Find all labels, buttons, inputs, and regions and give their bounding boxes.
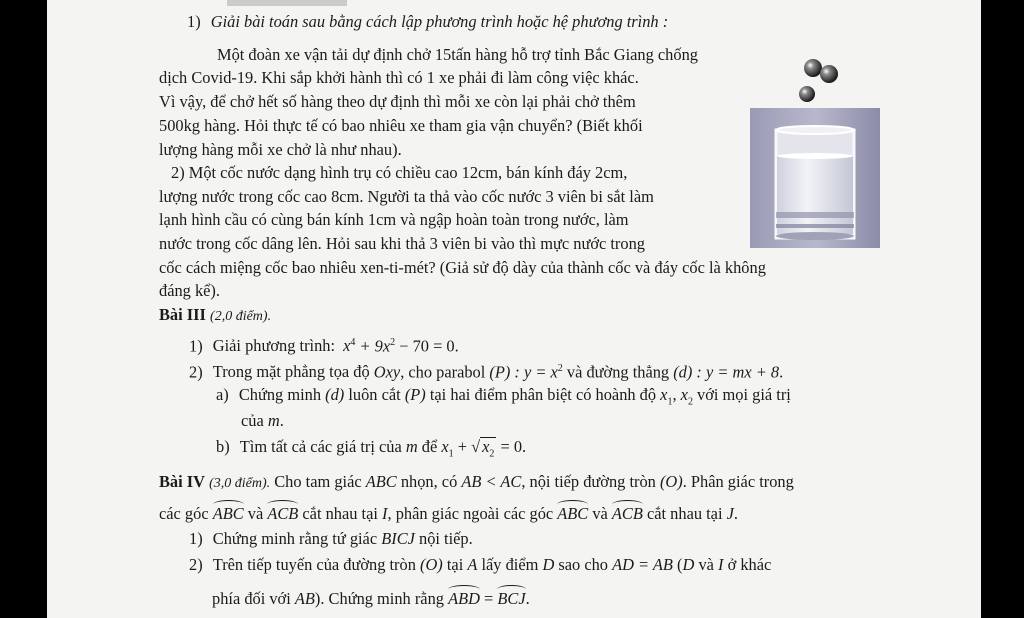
problem-2-line-2: lượng nước trong cốc cao 8cm. Người ta thả vào cốc nước 3 viên bi sắt làm: [159, 187, 654, 206]
cut-off-header: [227, 0, 347, 6]
problem-2-line-1: 2) Một cốc nước dạng hình trụ có chiều cao 12cm, bán kính đáy 2cm,: [171, 163, 628, 182]
water-glass-illustration: [750, 108, 880, 248]
problem-1-line-3: Vì vậy, để chở hết số hàng theo dự định thì mỗi xe còn lại phải chở thêm: [159, 92, 636, 111]
bai-3-question-2: 2) Trong mặt phẳng tọa độ Oxy, cho parabol (P) : $y = x^2$ và đường thẳng (d) : y = mx + 8.: [189, 362, 784, 382]
bai-4-question-2: 2) Trên tiếp tuyến của đường tròn (O) tại A lấy điểm D sao cho AD = AB (D và I ở khác: [189, 555, 772, 574]
problem-1-line-5: lượng hàng mỗi xe chở là như nhau).: [159, 140, 402, 159]
bai-3-question-1: 1) Giải phương trình: $x^4 + 9x^2 - 70 = 0$.: [189, 336, 459, 356]
problem-2-line-3: lạnh hình cầu có cùng bán kính 1cm và ngập hoàn toàn trong nước, làm: [159, 210, 629, 229]
bai-4-question-1: 1) Chứng minh rằng tứ giác BICJ nội tiếp.: [189, 529, 473, 548]
bai-3-question-2a: a) Chứng minh (d) luôn cắt (P) tại hai điểm phân biệt có hoành độ $x_1$, $x_2$ với mọi giá trị: [216, 385, 791, 408]
exam-page: [47, 0, 981, 618]
iron-balls-illustration: [795, 56, 845, 108]
problem-2-line-5: cốc cách miệng cốc bao nhiêu xen-ti-mét? (Giả sử độ dày của thành cốc và đáy cốc là không: [159, 258, 766, 277]
bai-4-intro-line-2: các góc ABC và ACB cắt nhau tại I, phân giác ngoài các góc ABC và ACB cắt nhau tại J.: [159, 500, 738, 524]
sqrt-radicand: $x_2$: [480, 437, 496, 463]
problem-1-line-2: dịch Covid-19. Khi sắp khởi hành thì có 1 xe phải đi làm công việc khác.: [159, 68, 639, 87]
bai-4-intro: Bài IV (3,0 điểm). Cho tam giác ABC nhọn, có AB < AC, nội tiếp đường tròn (O). Phân giác trong: [159, 472, 794, 491]
sqrt-symbol: √: [471, 437, 481, 456]
problem-1-line-4: 500kg hàng. Hỏi thực tế có bao nhiêu xe tham gia vận chuyển? (Biết khối: [159, 116, 643, 135]
problem-2-line-6: đáng kể).: [159, 281, 220, 300]
problem-1-heading: 1) Giải bài toán sau bằng cách lập phương trình hoặc hệ phương trình :: [187, 12, 669, 31]
bai-4-question-2-line-2: phía đối với AB). Chứng minh rằng ABD = BCJ.: [212, 585, 530, 609]
problem-1-line-1: Một đoàn xe vận tải dự định chở 15tấn hàng hỗ trợ tỉnh Bắc Giang chống: [217, 45, 698, 64]
bai-3-question-2a-line-2: của m.: [241, 411, 284, 430]
bai-3-heading: Bài III (2,0 điểm).: [159, 305, 272, 324]
problem-2-line-4: nước trong cốc dâng lên. Hỏi sau khi thả 3 viên bi vào thì mực nước trong: [159, 234, 645, 253]
bai-3-question-2b: b) Tìm tất cả các giá trị của m để $x_1$ + √ $x_2 = 0$.: [216, 437, 526, 464]
